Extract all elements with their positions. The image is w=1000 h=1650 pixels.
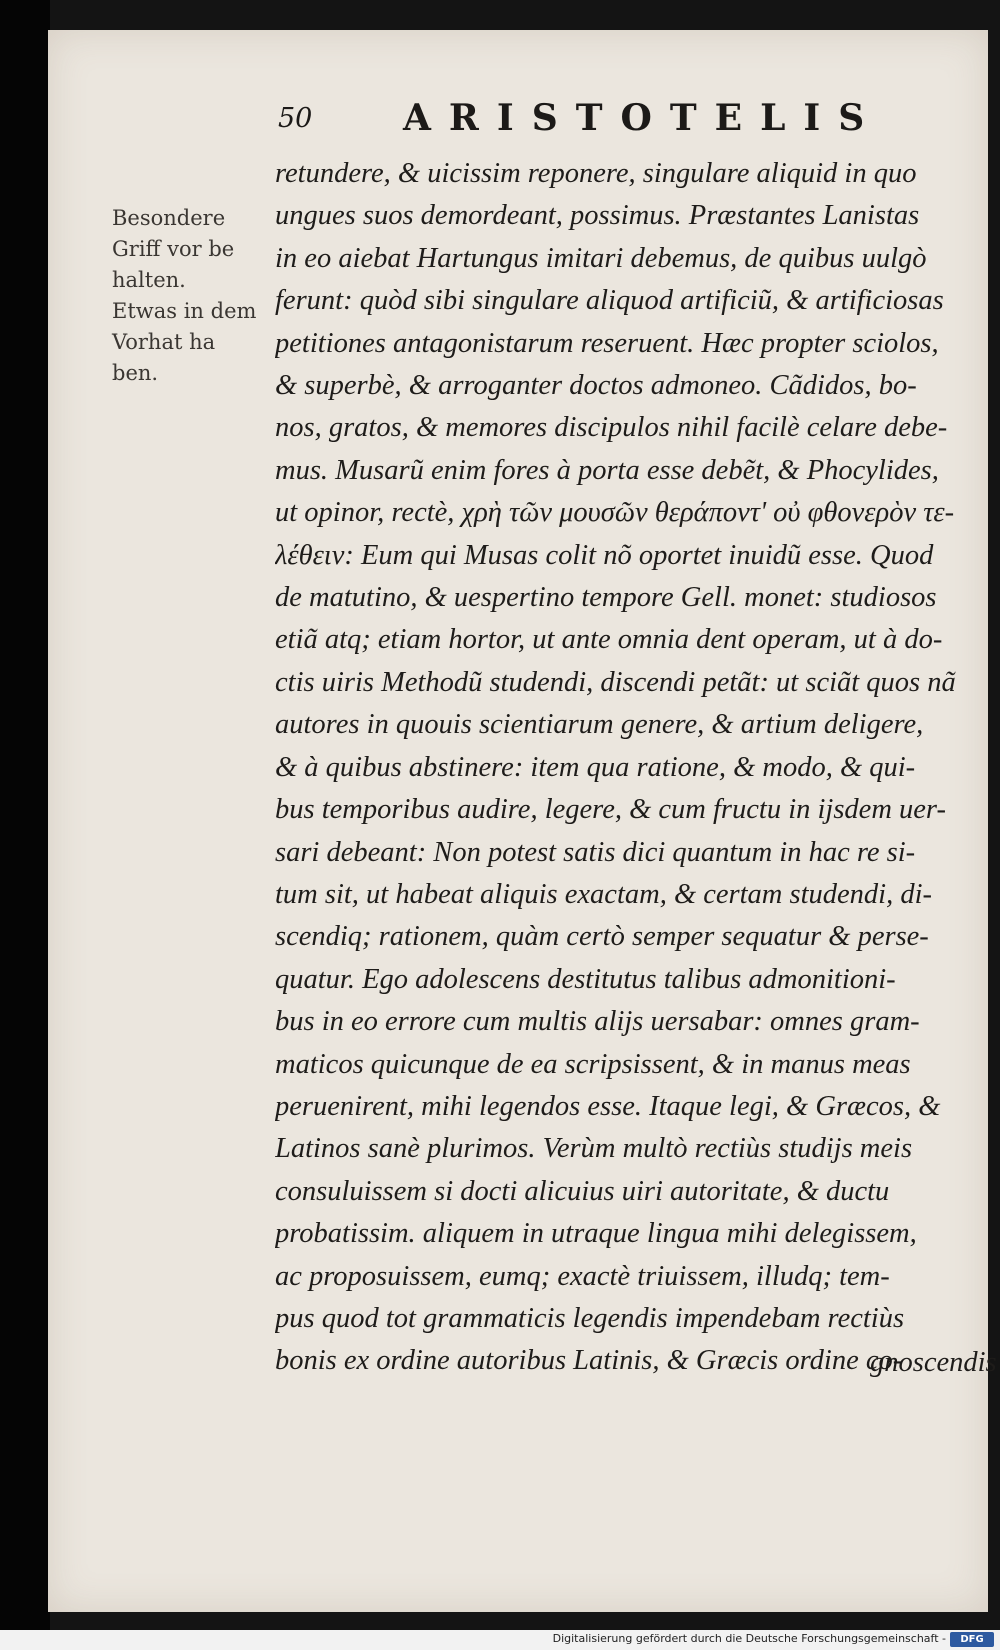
text-line: de matutino, & uespertino tempore Gell. monet: studiosos — [275, 582, 937, 614]
text-line: tum sit, ut habeat aliquis exactam, & certam studendi, di- — [275, 878, 933, 910]
catchword: gnoscendis — [870, 1347, 997, 1378]
text-line: in eo aiebat Hartungus imitari debemus, de quibus uulgò — [275, 242, 927, 274]
text-line: maticos quicunque de ea scripsissent, & in manus meas — [275, 1048, 911, 1080]
text-line: ungues suos demordeant, possimus. Præstantes Lanistas — [275, 200, 920, 232]
text-line: ut opinor, rectè, χρὴ τῶν μουσῶν θεράποντ' οὐ φθονερὸν τε- — [275, 497, 955, 529]
text-line: & superbè, & arroganter doctos admoneo. Cãdidos, bo- — [275, 370, 917, 402]
text-line: bonis ex ordine autoribus Latinis, & Græcis ordine co- — [275, 1345, 903, 1377]
page-header — [278, 97, 883, 143]
text-line: ferunt: quòd sibi singulare aliquod artificiũ, & artificiosas — [275, 285, 944, 317]
text-line: & à quibus abstinere: item qua ratione, & modo, & qui- — [275, 751, 916, 783]
body-text — [275, 153, 965, 1383]
scan-border — [0, 0, 50, 1650]
marginal-note-line: ben. — [112, 361, 159, 385]
marginal-note-line: Vorhat ha — [112, 330, 216, 354]
marginal-note — [112, 203, 272, 389]
text-line: sari debeant: Non potest satis dici quantum in hac re si- — [275, 836, 916, 868]
marginal-note-line: Griff vor be — [112, 237, 235, 261]
text-line: etiã atq; etiam hortor, ut ante omnia dent operam, ut à do- — [275, 624, 943, 656]
text-line: petitiones antagonistarum reseruent. Hæc propter sciolos, — [275, 327, 939, 359]
text-line: mus. Musarũ enim fores à porta esse debẽt, & Phocylides, — [275, 454, 939, 486]
text-line: pus quod tot grammaticis legendis impendebam rectiùs — [275, 1302, 905, 1334]
marginal-note-line: Besondere — [112, 206, 226, 230]
text-line: ctis uiris Methodũ studendi, discendi petãt: ut sciãt quos nã — [275, 666, 956, 698]
text-line: ac proposuissem, eumq; exactè triuissem, illudq; tem- — [275, 1260, 890, 1292]
text-line: scendiq; rationem, quàm certò semper sequatur & perse- — [275, 921, 929, 953]
footer-bar — [0, 1630, 1000, 1650]
dfg-logo-icon: DFG — [950, 1632, 994, 1647]
text-line: bus in eo errore cum multis alijs uersabar: omnes gram- — [275, 1006, 920, 1038]
text-line: nos, gratos, & memores discipulos nihil facilè celare debe- — [275, 412, 948, 444]
funding-credit: Digitalisierung gefördert durch die Deutsche Forschungsgemeinschaft - — [552, 1632, 946, 1645]
running-head: ARISTOTELIS — [403, 97, 883, 139]
marginal-note-line: Etwas in dem — [112, 299, 257, 323]
page-number: 50 — [278, 103, 313, 134]
text-line: autores in quouis scientiarum genere, & artium deligere, — [275, 709, 924, 741]
text-line: probatissim. aliquem in utraque lingua mihi delegissem, — [275, 1218, 917, 1250]
marginal-note-line: halten. — [112, 268, 186, 292]
text-line: Latinos sanè plurimos. Verùm multò rectiùs studijs meis — [275, 1133, 913, 1165]
text-line: λέθειν: Eum qui Musas colit nõ oportet inuidũ esse. Quod — [275, 539, 934, 571]
text-line: peruenirent, mihi legendos esse. Itaque legi, & Græcos, & — [275, 1090, 941, 1122]
text-line: bus temporibus audire, legere, & cum fructu in ijsdem uer- — [275, 794, 946, 826]
text-line: retundere, & uicissim reponere, singulare aliquid in quo — [275, 158, 917, 189]
text-line: quatur. Ego adolescens destitutus talibus admonitioni- — [275, 963, 896, 995]
text-line: consuluissem si docti alicuius uiri autoritate, & ductu — [275, 1175, 890, 1207]
